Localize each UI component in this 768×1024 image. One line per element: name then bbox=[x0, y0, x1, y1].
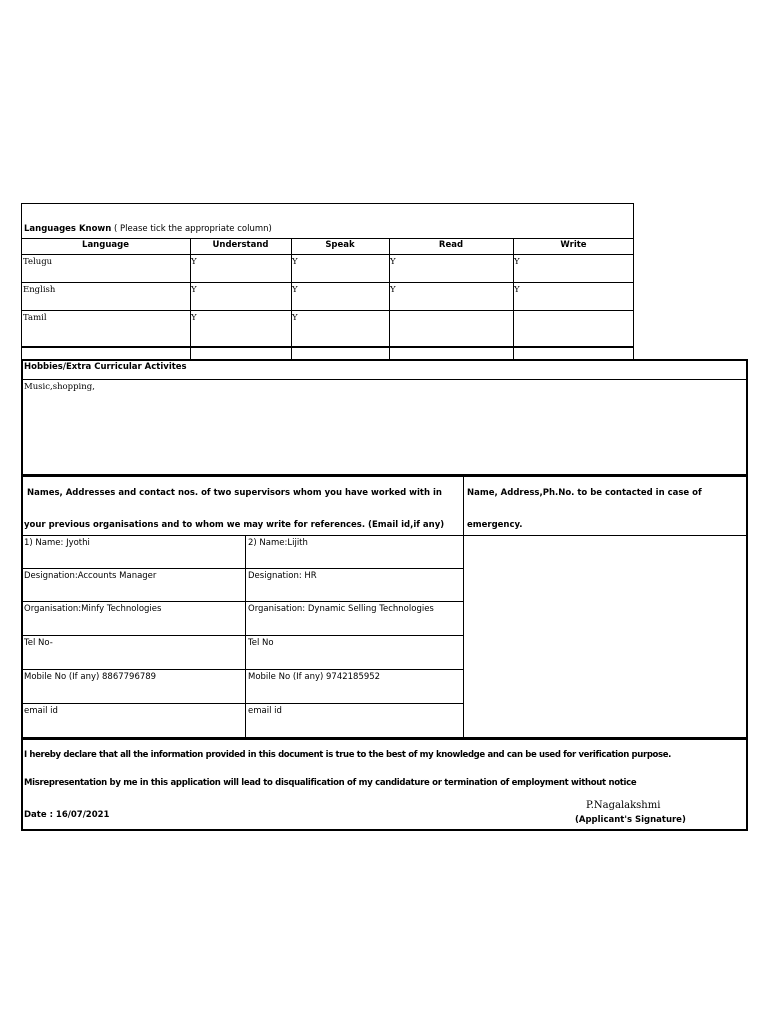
ref1-email: email id bbox=[24, 706, 58, 716]
divider bbox=[21, 254, 634, 255]
declaration-line2: Misrepresentation by me in this application will lead to disqualification of my candidature or termination of employment without notice bbox=[24, 778, 637, 788]
emergency-heading-line2: emergency. bbox=[467, 520, 523, 530]
languages-title: Languages Known bbox=[24, 224, 112, 234]
header-understand: Understand bbox=[212, 240, 269, 250]
ref1-organisation: Organisation:Minfy Technologies bbox=[24, 604, 162, 614]
header-language: Language bbox=[82, 240, 129, 250]
write-value: Y bbox=[514, 257, 520, 267]
divider bbox=[21, 703, 463, 704]
divider bbox=[21, 568, 463, 569]
header-write: Write bbox=[560, 240, 587, 250]
ref1-designation: Designation:Accounts Manager bbox=[24, 571, 157, 581]
ref2-organisation: Organisation: Dynamic Selling Technologies bbox=[248, 604, 434, 614]
ref1-tel: Tel No- bbox=[24, 638, 53, 648]
divider bbox=[21, 669, 463, 670]
declaration-line1: I hereby declare that all the information provided in this document is true to the best of my knowledge and can be used for verification purpose. bbox=[24, 750, 672, 760]
ref1-mobile: Mobile No (If any) 8867796789 bbox=[24, 672, 157, 682]
speak-value: Y bbox=[292, 257, 298, 267]
applicant-signature-caption: (Applicant's Signature) bbox=[575, 815, 686, 825]
speak-value: Y bbox=[292, 285, 298, 295]
understand-value: Y bbox=[191, 285, 197, 295]
hobbies-section bbox=[21, 359, 748, 476]
divider bbox=[21, 535, 748, 536]
references-heading-line2: your previous organisations and to whom we may write for references. (Email id,if any) bbox=[24, 520, 445, 530]
header-speak: Speak bbox=[325, 240, 355, 250]
speak-value: Y bbox=[292, 313, 298, 323]
ref2-designation: Designation: HR bbox=[248, 571, 317, 581]
understand-value: Y bbox=[191, 257, 197, 267]
language-name: English bbox=[23, 285, 56, 295]
ref2-email: email id bbox=[248, 706, 282, 716]
ref2-name: 2) Name:Lijith bbox=[248, 538, 308, 548]
languages-title-row bbox=[24, 224, 272, 234]
hobbies-title: Hobbies/Extra Curricular Activites bbox=[24, 362, 187, 372]
ref1-name: 1) Name: Jyothi bbox=[24, 538, 90, 548]
divider bbox=[463, 475, 464, 739]
declaration-date: Date : 16/07/2021 bbox=[24, 810, 110, 820]
header-read: Read bbox=[438, 240, 464, 250]
languages-note: ( Please tick the appropriate column) bbox=[111, 224, 272, 234]
divider bbox=[21, 379, 748, 380]
divider bbox=[245, 535, 246, 738]
language-name: Tamil bbox=[23, 313, 47, 323]
applicant-signature-name: P.Nagalakshmi bbox=[586, 800, 661, 811]
divider bbox=[21, 310, 634, 311]
ref2-mobile: Mobile No (If any) 9742185952 bbox=[248, 672, 381, 682]
ref2-tel: Tel No bbox=[248, 638, 274, 648]
language-name: Telugu bbox=[23, 257, 53, 267]
divider bbox=[21, 238, 634, 239]
understand-value: Y bbox=[191, 313, 197, 323]
divider bbox=[21, 346, 634, 348]
write-value: Y bbox=[514, 285, 520, 295]
references-heading-line1: Names, Addresses and contact nos. of two supervisors whom you have worked with in bbox=[27, 488, 442, 498]
read-value: Y bbox=[390, 257, 396, 267]
read-value: Y bbox=[390, 285, 396, 295]
divider bbox=[21, 635, 463, 636]
hobbies-value: Music,shopping, bbox=[24, 382, 95, 392]
divider bbox=[21, 282, 634, 283]
emergency-heading-line1: Name, Address,Ph.No. to be contacted in case of bbox=[467, 488, 702, 498]
divider bbox=[21, 601, 463, 602]
